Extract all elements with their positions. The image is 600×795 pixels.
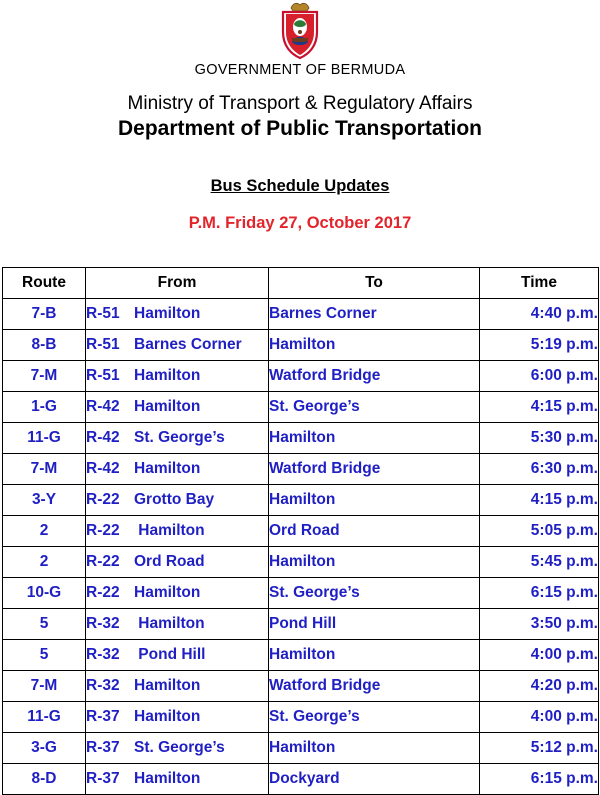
route-code: R-51 [86,336,120,353]
bermuda-crest-icon [277,2,323,60]
table-row [3,361,599,392]
time-cell: 3:50 p.m. [480,609,599,640]
to-cell: St. George’s [269,578,480,609]
from-place: Hamilton [134,708,201,725]
header-to: To [269,268,480,299]
route-cell: 2 [3,516,86,547]
route-code: R-51 [86,367,120,384]
from-cell [86,454,269,485]
time-cell: 4:15 p.m. [480,485,599,516]
from-cell [86,578,269,609]
time-cell: 5:05 p.m. [480,516,599,547]
schedule-date: P.M. Friday 27, October 2017 [188,214,412,232]
to-cell: St. George’s [269,392,480,423]
route-cell: 10-G [3,578,86,609]
from-place: Hamilton [134,460,201,477]
from-place: Pond Hill [134,646,206,663]
from-cell [86,733,269,764]
route-cell: 3-G [3,733,86,764]
from-cell [86,609,269,640]
from-place: Hamilton [134,615,205,632]
table-row [3,733,599,764]
department-name: Department of Public Transportation [117,117,483,140]
header-from: From [86,268,269,299]
from-place: Hamilton [134,677,201,694]
route-code: R-32 [86,615,120,632]
to-cell: Hamilton [269,547,480,578]
time-cell: 5:19 p.m. [480,330,599,361]
to-cell: Ord Road [269,516,480,547]
route-code: R-37 [86,770,120,787]
route-code: R-37 [86,708,120,725]
to-cell: Watford Bridge [269,361,480,392]
time-cell: 5:12 p.m. [480,733,599,764]
bus-schedule-table [2,267,599,795]
to-cell: Hamilton [269,485,480,516]
time-cell: 4:20 p.m. [480,671,599,702]
table-row [3,299,599,330]
route-cell: 11-G [3,702,86,733]
route-cell: 1-G [3,392,86,423]
route-cell: 7-M [3,671,86,702]
route-code: R-22 [86,491,120,508]
route-code: R-42 [86,460,120,477]
table-row [3,764,599,795]
route-cell: 11-G [3,423,86,454]
to-cell: Watford Bridge [269,454,480,485]
time-cell: 6:30 p.m. [480,454,599,485]
route-code: R-37 [86,739,120,756]
route-cell: 8-D [3,764,86,795]
header-time: Time [480,268,599,299]
header-route: Route [3,268,86,299]
to-cell: Hamilton [269,733,480,764]
route-code: R-22 [86,522,120,539]
route-cell: 5 [3,609,86,640]
route-code: R-51 [86,305,120,322]
table-header-row [3,268,599,299]
route-code: R-42 [86,429,120,446]
route-code: R-32 [86,677,120,694]
to-cell: Watford Bridge [269,671,480,702]
ministry-name: Ministry of Transport & Regulatory Affairs [127,93,473,114]
table-row [3,392,599,423]
table-row [3,454,599,485]
from-cell [86,361,269,392]
from-place: St. George’s [134,739,225,756]
table-row [3,516,599,547]
time-cell: 5:45 p.m. [480,547,599,578]
from-cell [86,547,269,578]
time-cell: 4:15 p.m. [480,392,599,423]
to-cell: St. George’s [269,702,480,733]
route-code: R-22 [86,584,120,601]
route-cell: 3-Y [3,485,86,516]
from-place: Ord Road [134,553,205,570]
route-cell: 7-M [3,454,86,485]
table-row [3,702,599,733]
from-cell [86,423,269,454]
from-cell [86,640,269,671]
from-place: Hamilton [134,770,201,787]
table-row [3,330,599,361]
time-cell: 5:30 p.m. [480,423,599,454]
table-row [3,423,599,454]
from-place: Hamilton [134,398,201,415]
table-row [3,640,599,671]
from-place: Grotto Bay [134,491,215,508]
table-body [3,299,599,795]
to-cell: Hamilton [269,330,480,361]
from-cell [86,516,269,547]
from-cell [86,299,269,330]
table-row [3,671,599,702]
table-row [3,485,599,516]
to-cell: Hamilton [269,640,480,671]
route-code: R-32 [86,646,120,663]
time-cell: 6:15 p.m. [480,764,599,795]
from-cell [86,671,269,702]
from-cell [86,485,269,516]
time-cell: 6:15 p.m. [480,578,599,609]
route-cell: 5 [3,640,86,671]
from-place: Barnes Corner [134,336,242,353]
from-place: Hamilton [134,367,201,384]
table-row [3,578,599,609]
table-row [3,609,599,640]
time-cell: 4:00 p.m. [480,702,599,733]
schedule-updates-title: Bus Schedule Updates [210,177,390,195]
from-cell [86,764,269,795]
from-place: Hamilton [134,584,201,601]
to-cell: Dockyard [269,764,480,795]
route-cell: 7-M [3,361,86,392]
to-cell: Hamilton [269,423,480,454]
time-cell: 6:00 p.m. [480,361,599,392]
route-code: R-42 [86,398,120,415]
to-cell: Barnes Corner [269,299,480,330]
from-cell [86,330,269,361]
to-cell: Pond Hill [269,609,480,640]
from-cell [86,392,269,423]
route-cell: 7-B [3,299,86,330]
from-cell [86,702,269,733]
government-name: GOVERNMENT OF BERMUDA [194,62,406,78]
route-code: R-22 [86,553,120,570]
time-cell: 4:40 p.m. [480,299,599,330]
from-place: Hamilton [134,305,201,322]
from-place: St. George’s [134,429,225,446]
time-cell: 4:00 p.m. [480,640,599,671]
from-place: Hamilton [134,522,205,539]
route-cell: 8-B [3,330,86,361]
table-row [3,547,599,578]
route-cell: 2 [3,547,86,578]
